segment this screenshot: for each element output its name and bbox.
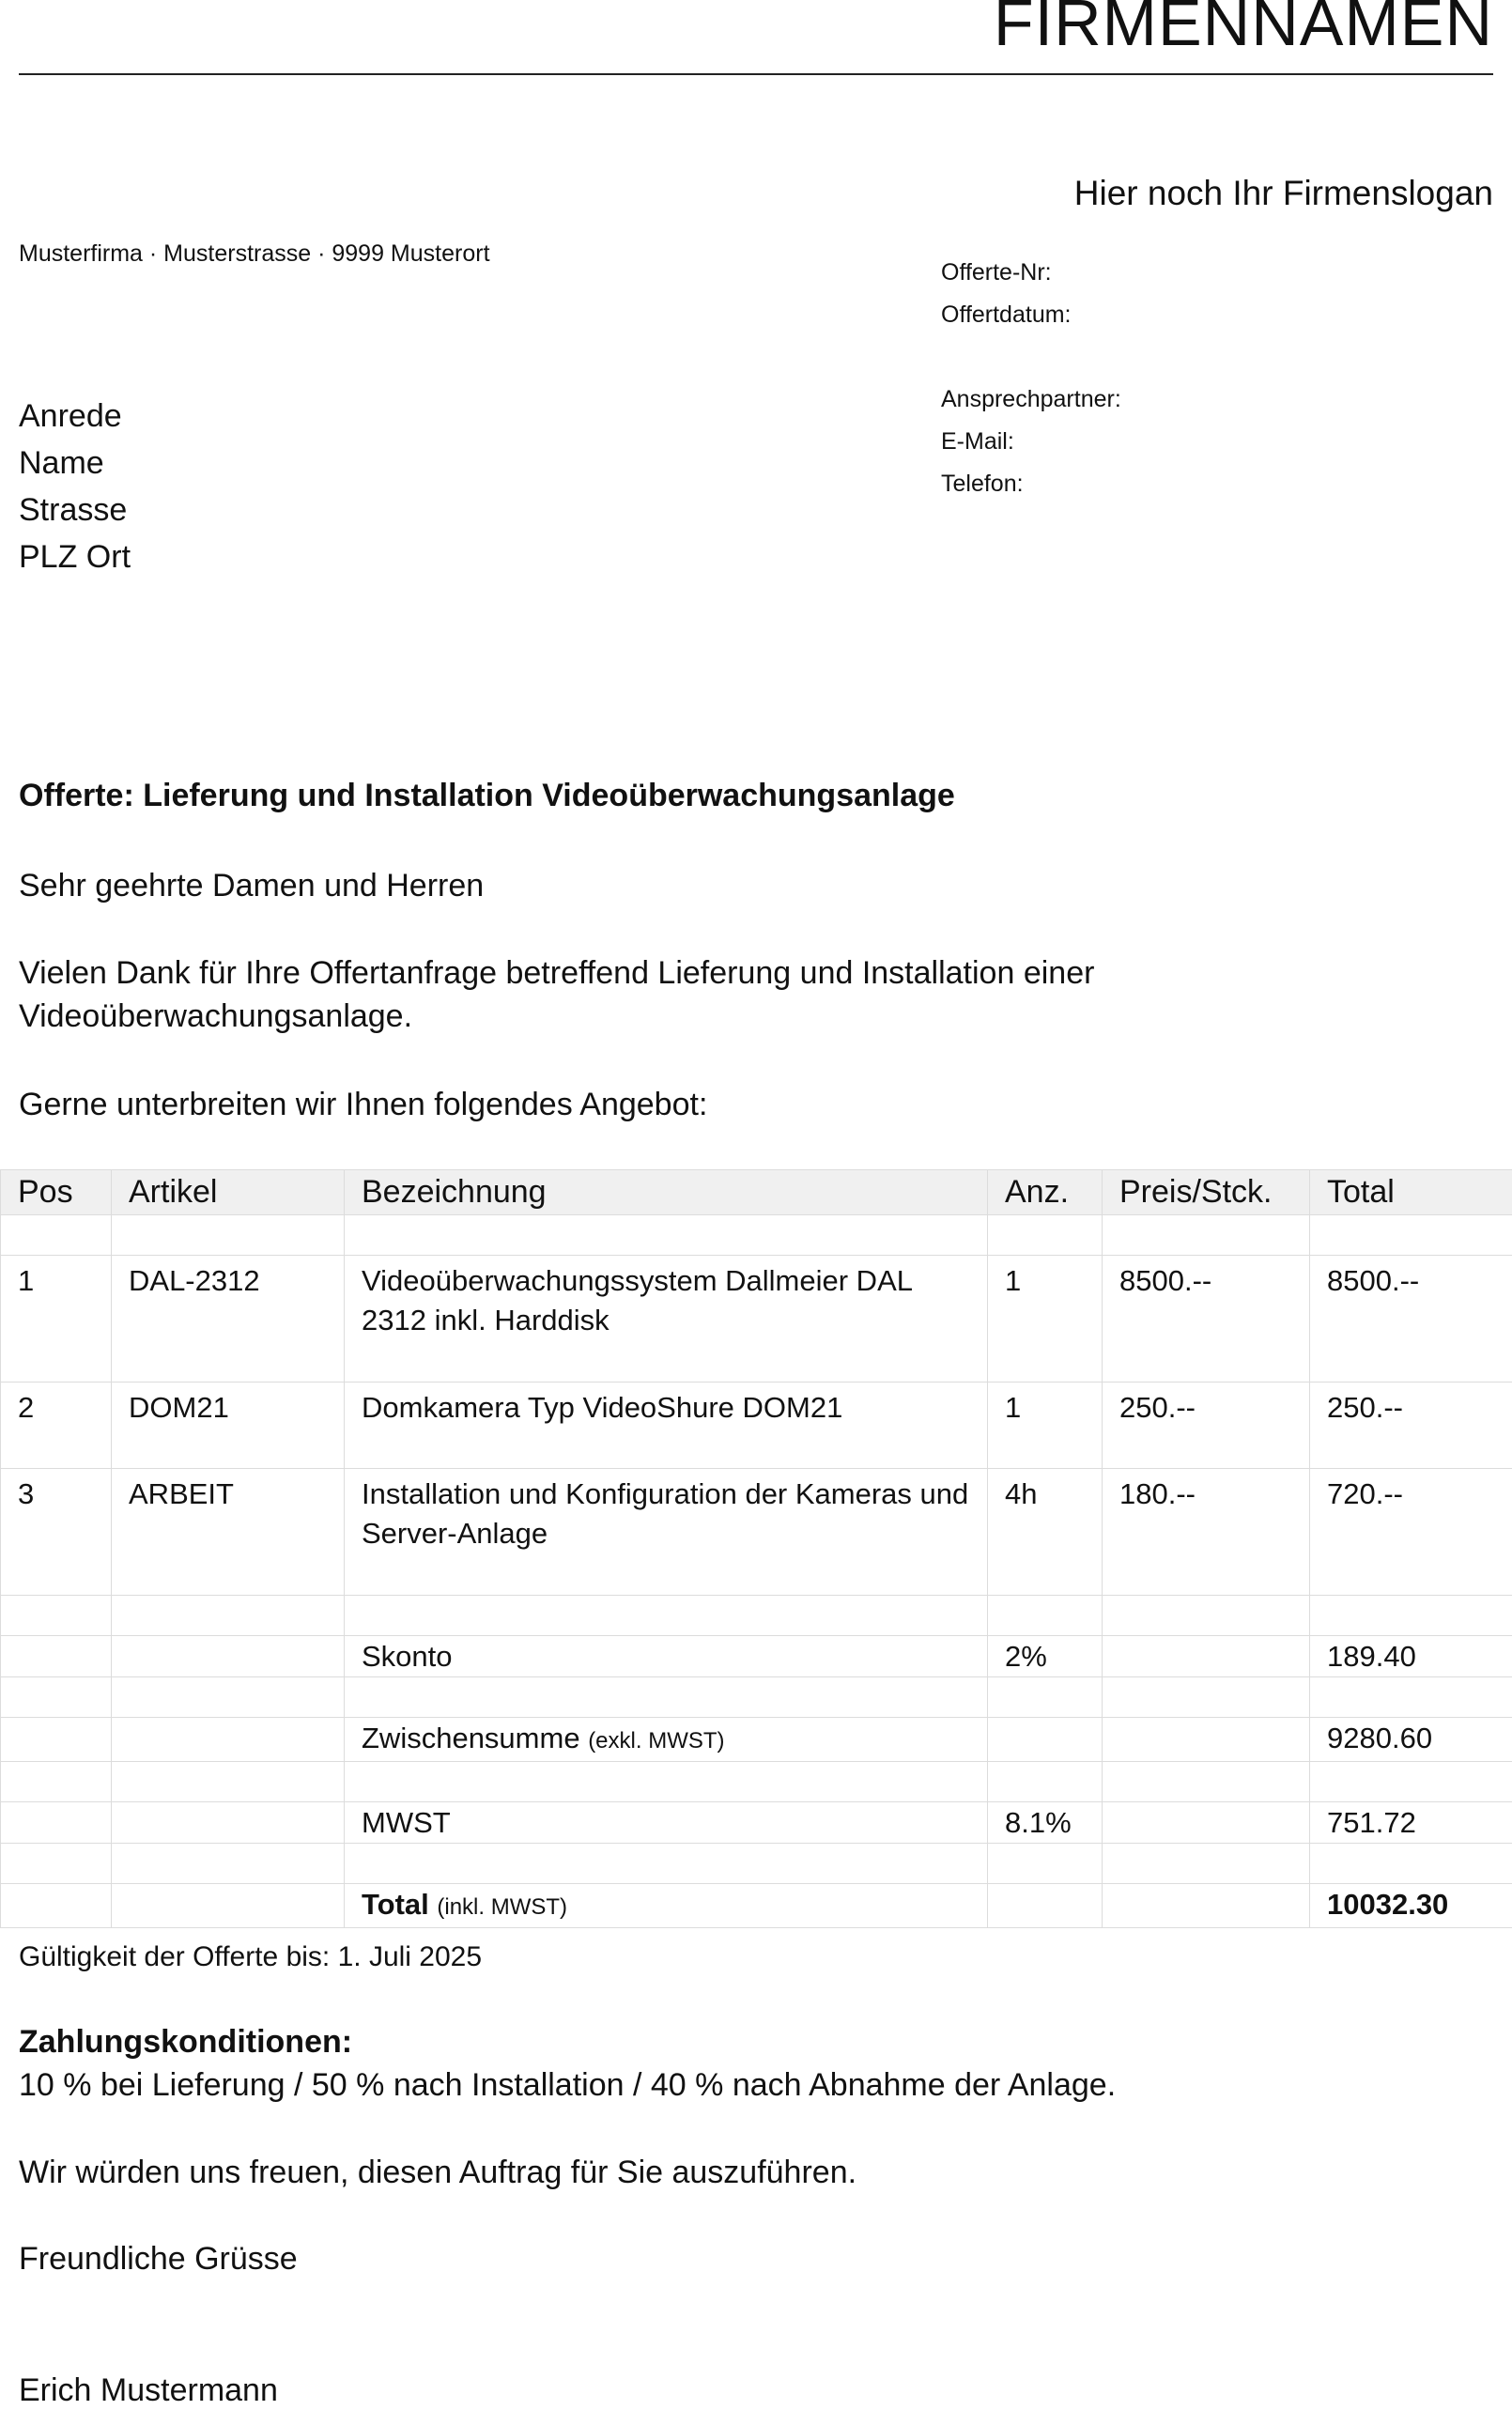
table-header-row xyxy=(1,1170,1512,1215)
recipient-address xyxy=(19,393,131,580)
cell-total: 720.-- xyxy=(1310,1469,1512,1596)
cell-description: Installation und Konfiguration der Kameras und Server-Anlage xyxy=(345,1469,988,1596)
offer-items-table xyxy=(0,1169,1512,1928)
vat-label: MWST xyxy=(345,1802,988,1844)
closing-line: Wir würden uns freuen, diesen Auftrag für Sie auszuführen. xyxy=(19,2154,856,2192)
table-spacer-row xyxy=(1,1762,1512,1802)
greeting: Freundliche Grüsse xyxy=(19,2240,298,2279)
header-price: Preis/Stck. xyxy=(1103,1170,1310,1215)
company-name: FIRMENNAMEN xyxy=(994,0,1493,62)
offer-validity: Gültigkeit der Offerte bis: 1. Juli 2025 xyxy=(19,1940,482,1974)
cell-total: 8500.-- xyxy=(1310,1256,1512,1383)
letter-offer-line: Gerne unterbreiten wir Ihnen folgendes Angebot: xyxy=(19,1083,1465,1126)
cell-pos: 2 xyxy=(1,1383,112,1469)
header-divider xyxy=(19,73,1493,75)
recipient-city: PLZ Ort xyxy=(19,533,131,580)
letter-intro: Vielen Dank für Ihre Offertanfrage betreffend Lieferung und Installation einer Videoüberwachungsanlage. xyxy=(19,951,1202,1038)
contact-info-block xyxy=(941,378,1121,505)
recipient-street: Strasse xyxy=(19,487,131,533)
table-spacer-row xyxy=(1,1215,1512,1256)
signer-name: Erich Mustermann xyxy=(19,2371,278,2410)
subtotal-note: (exkl. MWST) xyxy=(588,1728,724,1753)
cell-price: 180.-- xyxy=(1103,1469,1310,1596)
cell-price: 8500.-- xyxy=(1103,1256,1310,1383)
cell-article: DOM21 xyxy=(112,1383,345,1469)
subtotal-value: 9280.60 xyxy=(1310,1718,1512,1762)
table-row xyxy=(1,1383,1512,1469)
cell-article: ARBEIT xyxy=(112,1469,345,1596)
cell-article: DAL-2312 xyxy=(112,1256,345,1383)
cell-description: Videoüberwachungssystem Dallmeier DAL 2312 inkl. Harddisk xyxy=(345,1256,988,1383)
cell-pos: 1 xyxy=(1,1256,112,1383)
cell-qty: 4h xyxy=(988,1469,1103,1596)
grand-total-label: Total xyxy=(362,1888,429,1921)
discount-rate: 2% xyxy=(988,1636,1103,1677)
table-spacer-row xyxy=(1,1677,1512,1718)
discount-row xyxy=(1,1636,1512,1677)
discount-value: 189.40 xyxy=(1310,1636,1512,1677)
table-spacer-row xyxy=(1,1596,1512,1636)
vat-value: 751.72 xyxy=(1310,1802,1512,1844)
offer-date-label: Offertdatum: xyxy=(941,294,1072,336)
grand-total-row xyxy=(1,1884,1512,1928)
discount-label: Skonto xyxy=(345,1636,988,1677)
cell-price: 250.-- xyxy=(1103,1383,1310,1469)
cell-qty: 1 xyxy=(988,1383,1103,1469)
header-description: Bezeichnung xyxy=(345,1170,988,1215)
cell-qty: 1 xyxy=(988,1256,1103,1383)
phone-label: Telefon: xyxy=(941,463,1121,505)
grand-total-label-cell xyxy=(345,1884,988,1928)
email-label: E-Mail: xyxy=(941,421,1121,463)
offer-number-label: Offerte-Nr: xyxy=(941,252,1072,294)
header-article: Artikel xyxy=(112,1170,345,1215)
table-row xyxy=(1,1256,1512,1383)
payment-terms-text: 10 % bei Lieferung / 50 % nach Installation / 40 % nach Abnahme der Anlage. xyxy=(19,2066,1116,2105)
recipient-salutation: Anrede xyxy=(19,393,131,440)
sender-address-line: Musterfirma · Musterstrasse · 9999 Musterort xyxy=(19,239,490,268)
recipient-name: Name xyxy=(19,440,131,487)
letter-salutation: Sehr geehrte Damen und Herren xyxy=(19,864,1465,907)
offer-info-block xyxy=(941,252,1072,336)
letter-subject: Offerte: Lieferung und Installation Videoüberwachungsanlage xyxy=(19,777,955,815)
cell-pos: 3 xyxy=(1,1469,112,1596)
table-row xyxy=(1,1469,1512,1596)
vat-row xyxy=(1,1802,1512,1844)
company-slogan: Hier noch Ihr Firmenslogan xyxy=(1074,173,1493,214)
grand-total-value: 10032.30 xyxy=(1310,1884,1512,1928)
cell-total: 250.-- xyxy=(1310,1383,1512,1469)
payment-terms-label: Zahlungskonditionen: xyxy=(19,2023,352,2062)
grand-total-note: (inkl. MWST) xyxy=(437,1894,567,1920)
header-pos: Pos xyxy=(1,1170,112,1215)
vat-rate: 8.1% xyxy=(988,1802,1103,1844)
contact-person-label: Ansprechpartner: xyxy=(941,378,1121,421)
header-total: Total xyxy=(1310,1170,1512,1215)
subtotal-row xyxy=(1,1718,1512,1762)
subtotal-label: Zwischensumme xyxy=(362,1722,580,1754)
table-spacer-row xyxy=(1,1844,1512,1884)
cell-description: Domkamera Typ VideoShure DOM21 xyxy=(345,1383,988,1469)
header-qty: Anz. xyxy=(988,1170,1103,1215)
subtotal-label-cell xyxy=(345,1718,988,1762)
